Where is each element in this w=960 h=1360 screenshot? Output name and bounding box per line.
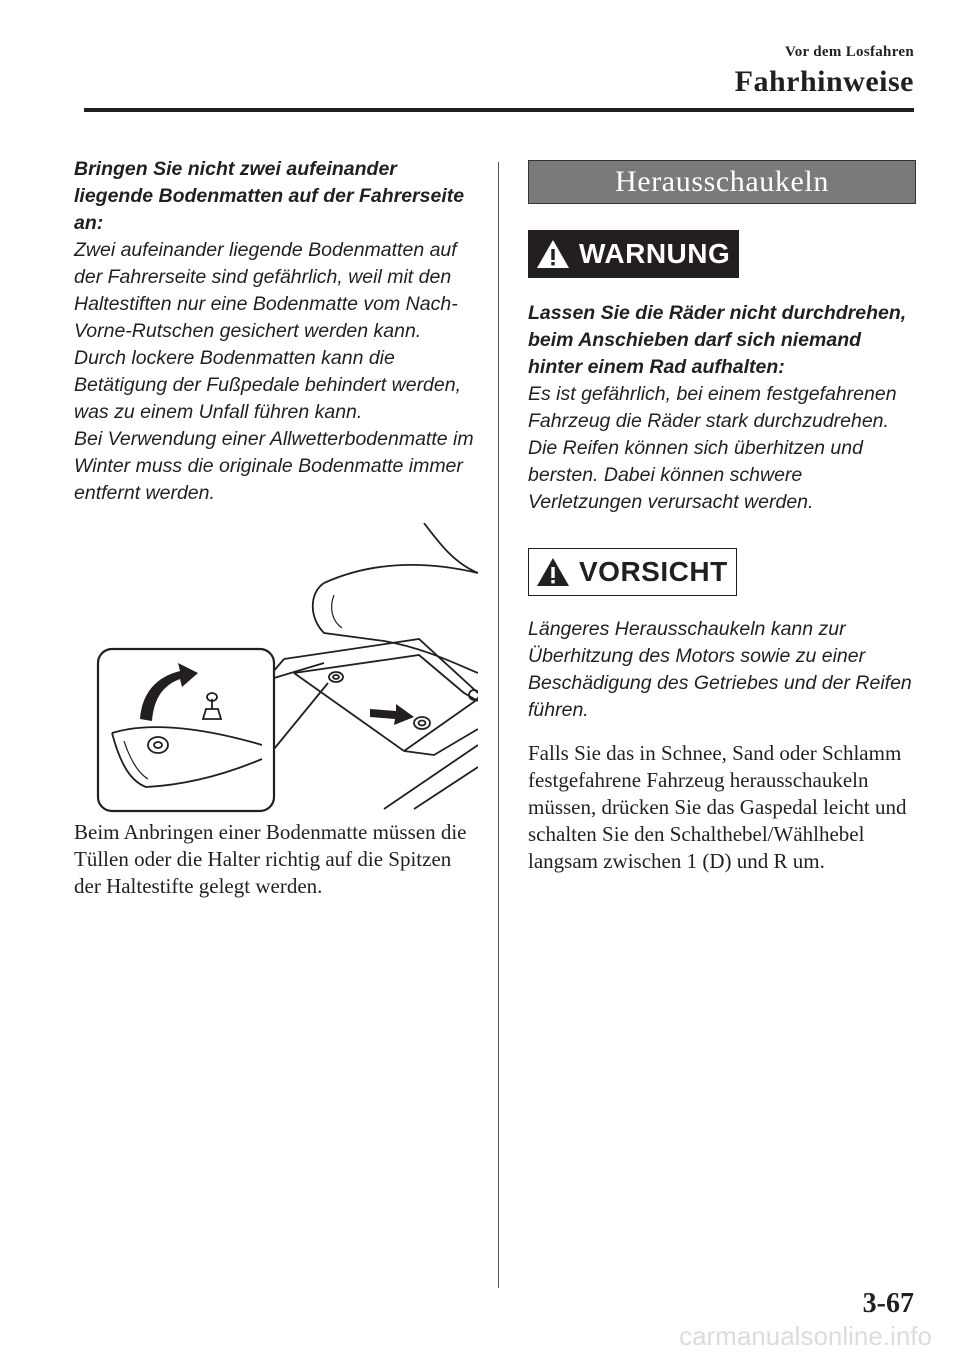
spin-warning-heading: Lassen Sie die Räder nicht durchdrehen, beim Anschieben darf sich niemand hinter einem Rad aufhalten: bbox=[528, 302, 907, 378]
warning-triangle-icon bbox=[535, 238, 571, 270]
right-column bbox=[528, 160, 916, 875]
illustration-caption: Beim Anbringen einer Bodenmatte müssen die Tüllen oder die Halter richtig auf die Spitzen der Haltestifte gelegt werden. bbox=[74, 820, 467, 898]
caution-label: VORSICHT bbox=[579, 556, 728, 587]
section-label: Vor dem Losfahren bbox=[784, 44, 914, 60]
chapter-title: Fahrhinweise bbox=[734, 65, 914, 98]
page-header bbox=[735, 44, 914, 99]
header-rule bbox=[84, 108, 914, 112]
floor-mat-warning-paragraph: Bei Verwendung einer Allwetterbodenmatte im Winter muss die originale Bodenmatte immer entfernt werden. bbox=[74, 428, 474, 504]
left-column bbox=[74, 156, 474, 900]
spin-warning-text: Es ist gefährlich, bei einem festgefahrenen Fahrzeug die Räder stark durchzudrehen. Die Reifen können sich überhitzen und bersten. Dabei können schwere Verletzungen verursacht werden. bbox=[528, 383, 897, 513]
caution-text: Längeres Herausschaukeln kann zur Überhitzung des Motors sowie zu einer Beschädigung des Getriebes und der Reifen führen. bbox=[528, 618, 912, 721]
page-number: 3-67 bbox=[862, 1288, 914, 1319]
column-divider bbox=[498, 162, 499, 1288]
floor-mat-illustration bbox=[84, 523, 478, 813]
watermark: carmanualsonline.info bbox=[679, 1321, 932, 1351]
section-title-bar: Herausschaukeln bbox=[528, 160, 916, 204]
floor-mat-warning-heading: Bringen Sie nicht zwei aufeinander liegende Bodenmatten auf der Fahrerseite an: bbox=[74, 158, 465, 234]
warning-label: WARNUNG bbox=[579, 238, 731, 269]
warning-badge bbox=[528, 230, 739, 278]
forward-arrow-icon bbox=[370, 704, 414, 725]
warning-triangle-icon bbox=[535, 556, 571, 588]
floor-mat-warning-paragraph: Durch lockere Bodenmatten kann die Betätigung der Fußpedale behindert werden, was zu einem Unfall führen kann. bbox=[74, 347, 462, 423]
caution-badge bbox=[528, 548, 737, 596]
rocking-instructions: Falls Sie das in Schnee, Sand oder Schlamm festgefahrene Fahrzeug herausschaukeln müssen, drücken Sie das Gaspedal leicht und schalten Sie den Schalthebel/Wählhebel langsam zwischen 1 (D) und R um. bbox=[528, 741, 907, 873]
floor-mat-warning-paragraph: Zwei aufeinander liegende Bodenmatten auf der Fahrerseite sind gefährlich, weil mit den Haltestiften nur eine Bodenmatte vom Nach-Vorne-Rutschen gesichert werden kann. bbox=[74, 239, 458, 342]
